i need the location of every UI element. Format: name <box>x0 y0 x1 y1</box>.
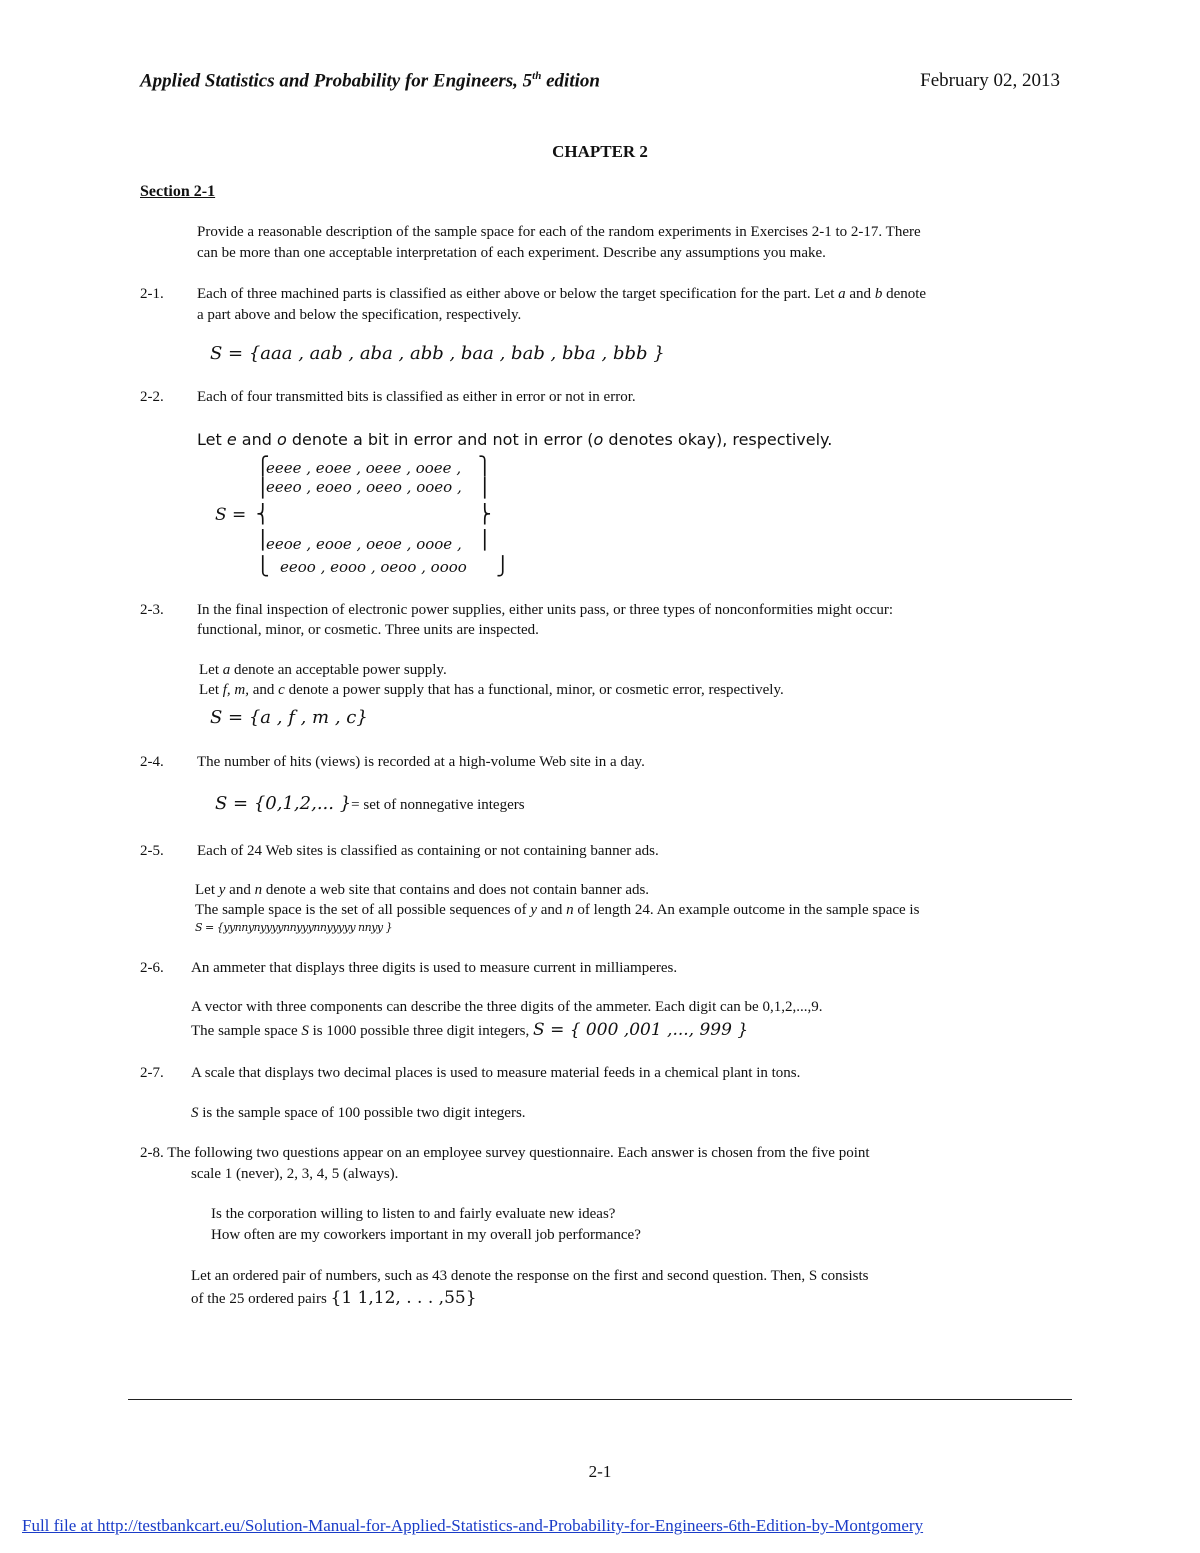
section-heading: Section 2-1 <box>140 183 216 200</box>
left-brace-top: ⎧ <box>256 456 270 477</box>
sample-space-formula: S = {yynnynyyyynnyyynnyyyyy nnyy } <box>195 921 393 934</box>
exercise-text: The number of hits (views) is recorded at a high-volume Web site in a day. <box>197 754 645 770</box>
survey-question: How often are my coworkers important in my overall job performance? <box>211 1227 641 1243</box>
left-brace-mid2: ⎪ <box>256 530 270 551</box>
matrix-row: eeeo , eoeo , oeeo , ooeo , <box>266 478 462 496</box>
exercise-text: The sample space S is 1000 possible three digit integers, S = { 000 ,001 ,..., 999 } <box>191 1020 749 1040</box>
survey-question: Is the corporation willing to listen to and fairly evaluate new ideas? <box>211 1206 616 1222</box>
exercise-text: S is the sample space of 100 possible two digit integers. <box>191 1105 526 1121</box>
matrix-row: eeoe , eooe , oeoe , oooe , <box>266 535 462 553</box>
chapter-title: CHAPTER 2 <box>552 142 648 161</box>
exercise-text: functional, minor, or cosmetic. Three units are inspected. <box>197 622 539 638</box>
right-brace-mid: ⎪ <box>478 478 492 499</box>
exercise-text: Let a denote an acceptable power supply. <box>199 662 447 678</box>
exercise-text: Each of 24 Web sites is classified as containing or not containing banner ads. <box>197 843 659 859</box>
intro-line-2: can be more than one acceptable interpretation of each experiment. Describe any assumptions you make. <box>197 245 826 261</box>
matrix-row: eeoo , eooo , oeoo , oooo <box>280 558 467 576</box>
exercise-text: An ammeter that displays three digits is used to measure current in milliamperes. <box>191 960 678 976</box>
book-title: Applied Statistics and Probability for Engineers, 5th edition <box>140 70 600 92</box>
exercise-number: 2-4. <box>140 754 164 770</box>
right-brace-top: ⎫ <box>478 456 492 477</box>
exercise-text: scale 1 (never), 2, 3, 4, 5 (always). <box>191 1166 399 1182</box>
exercise-number: 2-5. <box>140 843 164 859</box>
page-number: 2-1 <box>588 1462 612 1481</box>
exercise-text: In the final inspection of electronic power supplies, either units pass, or three types of nonconformities might occur: <box>197 602 894 618</box>
right-brace-center: ⎬ <box>478 504 492 525</box>
exercise-number: 2-3. <box>140 602 164 618</box>
left-brace-mid: ⎪ <box>256 478 270 499</box>
exercise-text: Let e and o denote a bit in error and not in error (o denotes okay), respectively. <box>197 430 833 449</box>
full-file-link[interactable]: Full file at http://testbankcart.eu/Solution-Manual-for-Applied-Statistics-and-Probability-for-Engineers-6th-Edition-by-Montgomery <box>22 1516 924 1535</box>
exercise-text: A vector with three components can describe the three digits of the ammeter. Each digit can be 0,1,2,...,9. <box>191 999 823 1015</box>
sample-space-formula: S = {0,1,2,... }= set of nonnegative integers <box>215 793 525 814</box>
exercise-text: The sample space is the set of all possible sequences of y and n of length 24. An example outcome in the sample space is <box>195 902 920 918</box>
footer-divider <box>128 1399 1072 1400</box>
exercise-text: Let f, m, and c denote a power supply that has a functional, minor, or cosmetic error, respectively. <box>199 682 784 698</box>
left-brace-bottom: ⎩ <box>256 556 270 577</box>
exercise-text: Let an ordered pair of numbers, such as 43 denote the response on the first and second question. Then, S consists <box>191 1268 869 1284</box>
matrix-s-label: S = <box>215 505 247 525</box>
exercise-text: of the 25 ordered pairs {1 1,12, . . . ,55} <box>191 1288 477 1308</box>
right-brace-bottom: ⎭ <box>496 556 510 577</box>
right-brace-mid2: ⎪ <box>478 530 492 551</box>
sample-space-formula: S = {aaa , aab , aba , abb , baa , bab , bba , bbb } <box>210 343 665 364</box>
left-brace-center: ⎨ <box>256 504 270 525</box>
exercise-number: 2-7. <box>140 1065 164 1081</box>
matrix-row: eeee , eoee , oeee , ooee , <box>266 459 462 477</box>
exercise-text: A scale that displays two decimal places is used to measure material feeds in a chemical plant in tons. <box>191 1065 801 1081</box>
header-date: February 02, 2013 <box>920 70 1060 91</box>
sample-space-formula: S = {a , f , m , c} <box>210 707 368 728</box>
exercise-text: Each of three machined parts is classified as either above or below the target specification for the part. Let a and b denote <box>197 286 927 302</box>
exercise-text: Each of four transmitted bits is classified as either in error or not in error. <box>197 389 636 405</box>
exercise-text: a part above and below the specification, respectively. <box>197 307 522 323</box>
exercise-text: 2-8. The following two questions appear on an employee survey questionnaire. Each answer is chosen from the five point <box>140 1145 870 1161</box>
exercise-number: 2-6. <box>140 960 164 976</box>
exercise-text: Let y and n denote a web site that contains and does not contain banner ads. <box>195 882 650 898</box>
exercise-number: 2-1. <box>140 286 164 302</box>
intro-line-1: Provide a reasonable description of the sample space for each of the random experiments in Exercises 2-1 to 2-17. There <box>197 224 921 240</box>
exercise-number: 2-2. <box>140 389 164 405</box>
